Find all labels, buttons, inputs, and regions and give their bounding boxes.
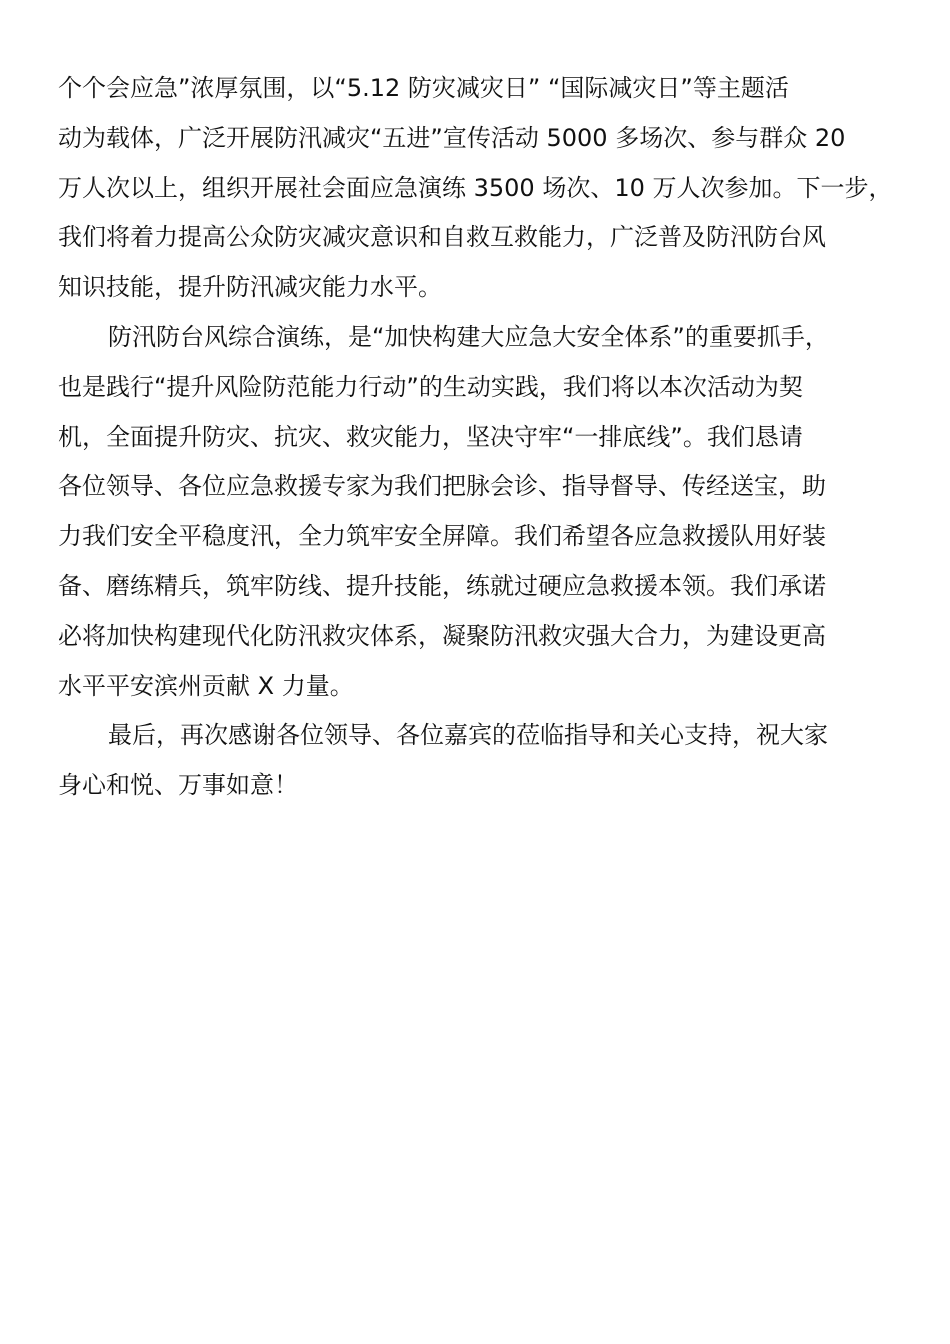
paragraph-line: 备、磨练精兵，筑牢防线、提升技能，练就过硬应急救援本领。我们承诺 (58, 571, 826, 600)
paragraph-line: 力我们安全平稳度汛，全力筑牢安全屏障。我们希望各应急救援队用好装 (58, 522, 826, 551)
paragraph-2 (58, 313, 908, 711)
document-body (58, 64, 908, 811)
paragraph-line: 最后，再次感谢各位领导、各位嘉宾的莅临指导和关心支持，祝大家 (108, 721, 828, 750)
paragraph-line: 必将加快构建现代化防汛救灾体系，凝聚防汛救灾强大合力，为建设更高 (58, 621, 826, 650)
paragraph-line: 各位领导、各位应急救援专家为我们把脉会诊、指导督导、传经送宝，助 (58, 472, 826, 501)
paragraph-line: 我们将着力提高公众防灾减灾意识和自救互救能力，广泛普及防汛防台风 (58, 223, 826, 252)
paragraph-line: 防汛防台风综合演练，是“加快构建大应急大安全体系”的重要抓手， (108, 322, 829, 351)
paragraph-line: 机，全面提升防灾、抗灾、救灾能力，坚决守牢“一排底线”。我们恳请 (58, 422, 803, 451)
paragraph-line: 水平平安滨州贡献 X 力量。 (58, 671, 354, 700)
paragraph-line: 身心和悦、万事如意！ (58, 771, 298, 800)
paragraph-line: 万人次以上，组织开展社会面应急演练 3500 场次、10 万人次参加。下一步， (58, 173, 893, 202)
paragraph-line: 动为载体，广泛开展防汛减灾“五进”宣传活动 5000 多场次、参与群众 20 (58, 123, 846, 152)
paragraph-1 (58, 64, 908, 313)
paragraph-3 (58, 711, 908, 811)
paragraph-line: 个个会应急”浓厚氛围，以“5.12 防灾减灾日” “国际减灾日”等主题活 (58, 74, 789, 102)
paragraph-line: 也是践行“提升风险防范能力行动”的生动实践，我们将以本次活动为契 (58, 372, 803, 401)
paragraph-line: 知识技能，提升防汛减灾能力水平。 (58, 273, 442, 302)
